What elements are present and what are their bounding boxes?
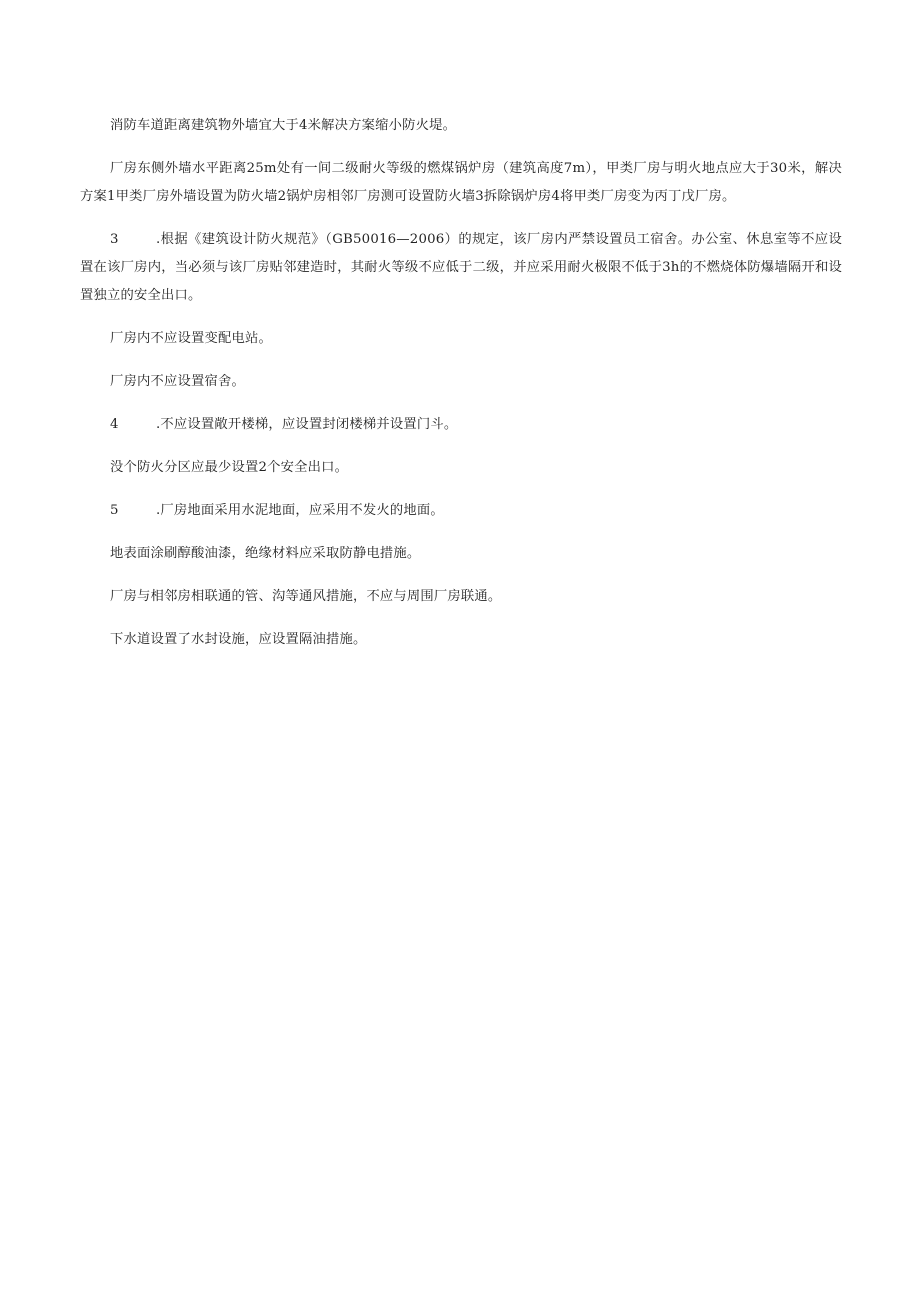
paragraph-text: 厂房内不应设置宿舍。 xyxy=(110,374,245,389)
paragraph-antistatic xyxy=(80,540,842,568)
item-number: 4 xyxy=(110,417,119,432)
paragraph-item-5 xyxy=(80,497,842,525)
paragraph-item-4 xyxy=(80,411,842,439)
paragraph-drainage xyxy=(80,626,842,654)
paragraph-text: .不应设置敞开楼梯，应设置封闭楼梯并设置门斗。 xyxy=(156,417,458,432)
paragraph-ventilation xyxy=(80,583,842,611)
paragraph-item-3 xyxy=(80,226,842,310)
paragraph-safety-exits xyxy=(80,454,842,482)
item-number: 5 xyxy=(110,503,119,518)
paragraph-text: 厂房内不应设置变配电站。 xyxy=(110,331,272,346)
paragraph-text: 消防车道距离建筑物外墙宜大于4米解决方案缩小防火堤。 xyxy=(110,118,457,133)
item-number: 3 xyxy=(110,232,119,247)
paragraph-text: 厂房与相邻房相联通的管、沟等通风措施，不应与周围厂房联通。 xyxy=(110,589,502,604)
paragraph-text: .根据《建筑设计防火规范》（GB50016—2006）的规定，该厂房内严禁设置员工宿舍。办公室、休息室等不应设置在该厂房内，当必须与该厂房贴邻建造时，其耐火等级不应低于二级，并应采用耐火极限不低于3h的不燃烧体防爆墙隔开和设置独立的安全出口。 xyxy=(80,232,842,303)
paragraph-fire-lane xyxy=(80,112,842,140)
paragraph-boiler-room xyxy=(80,155,842,211)
paragraph-text: .厂房地面采用水泥地面，应采用不发火的地面。 xyxy=(156,503,444,518)
paragraph-text: 下水道设置了水封设施，应设置隔油措施。 xyxy=(110,632,367,647)
paragraph-substation xyxy=(80,325,842,353)
paragraph-text: 没个防火分区应最少设置2个安全出口。 xyxy=(110,460,349,475)
paragraph-text: 地表面涂刷醇酸油漆，绝缘材料应采取防静电措施。 xyxy=(110,546,421,561)
paragraph-dormitory xyxy=(80,368,842,396)
paragraph-text: 厂房东侧外墙水平距离25m处有一间二级耐火等级的燃煤锅炉房（建筑高度7m），甲类厂房与明火地点应大于30米，解决方案1甲类厂房外墙设置为防火墙2锅炉房相邻厂房测可设置防火墙3拆除锅炉房4将甲类厂房变为丙丁戊厂房。 xyxy=(80,161,842,204)
document-page xyxy=(80,112,842,669)
